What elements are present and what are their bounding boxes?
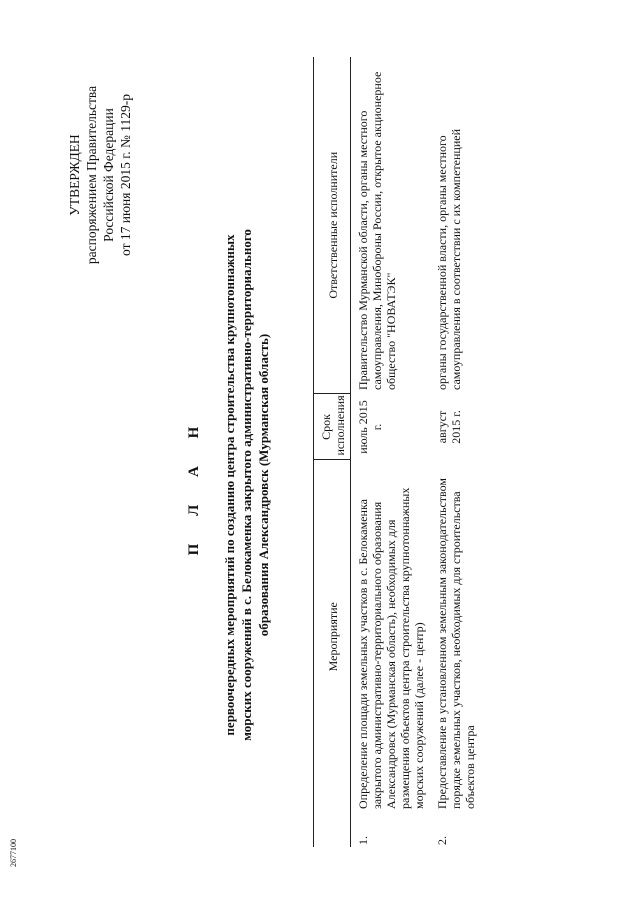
approval-title: УТВЕРЖДЕН [67, 134, 82, 216]
row-executors: Правительство Мурманской области, органы местного самоуправления, Минобороны России, открытое акционерное общество "НОВАТЭК" [356, 71, 398, 390]
plan-header [186, 205, 272, 765]
header-executors: Ответственные исполнители [314, 57, 351, 394]
row-deadline: август 2015 г. [435, 410, 463, 444]
row-executors: органы государственной власти, органы местного самоуправления в соответствии с их компетенцией [435, 128, 463, 390]
row-number: 1. [356, 836, 370, 845]
header-deadline: Срок исполнения [314, 394, 351, 460]
table-row [351, 57, 431, 847]
approval-line: распоряжением Правительства [84, 85, 99, 265]
table-row [430, 57, 481, 847]
header-number [314, 813, 351, 847]
approval-line: Российской Федерации [101, 108, 116, 242]
row-number: 2. [435, 836, 449, 845]
plan-table [313, 57, 481, 847]
plan-title-line: образования Александровск (Мурманская область) [256, 333, 271, 637]
row-activity: Предоставление в установленном земельным законодательством порядке земельных участков, необходимых для строительства объектов центра [435, 478, 477, 809]
row-activity: Определение площади земельных участков в с. Белокаменка закрытого административно-территориального образования Александровск (Мурманская область), необходимых для размещения объектов центра строительства крупнотоннажных морских сооружений (далее - центр) [356, 487, 426, 809]
table-header-row [314, 57, 351, 847]
document-code: 2677100 [9, 839, 18, 867]
row-deadline: июль 2015 г. [356, 400, 384, 454]
plan-heading: П Л А Н [186, 414, 202, 556]
header-activity: Мероприятие [314, 460, 351, 813]
approval-date: от 17 июня 2015 г. № 1129-р [118, 94, 133, 256]
plan-title-line: морских сооружений в с. Белокаменка закрытого административно-территориального [239, 229, 254, 741]
plan-title-line: первоочередных мероприятий по созданию центра строительства крупнотоннажных [222, 234, 237, 736]
approval-block [66, 45, 134, 305]
